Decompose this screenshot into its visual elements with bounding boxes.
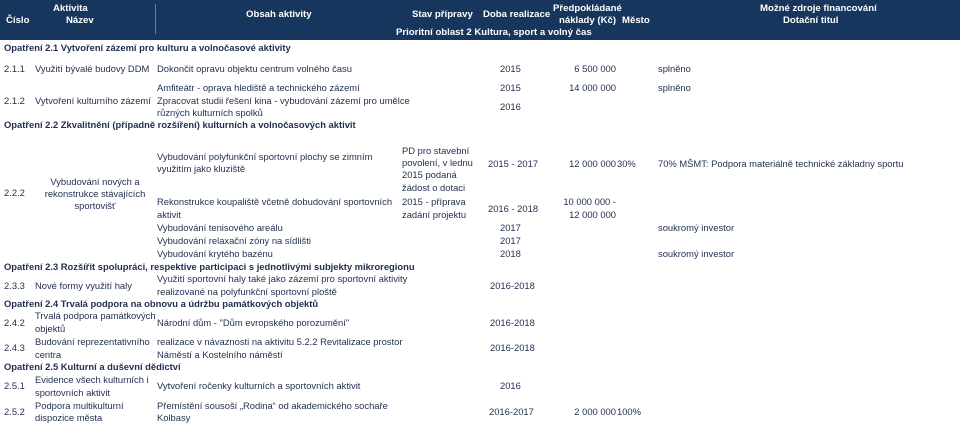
activity-funding: 70% MŠMT: Podpora materiálně technické základny sportu (658, 158, 904, 169)
activity-status: PD pro stavební (402, 145, 470, 156)
activity-cost: 6 500 000 (574, 63, 616, 74)
activity-number: 2.3.3 (4, 280, 25, 291)
section-heading-2-4: Opatření 2.4 Trvalá podpora na obnovu a údržbu památkových objektů (4, 298, 319, 309)
section-heading-2-5: Opatření 2.5 Kulturní a duševní dědictví (4, 361, 181, 372)
activity-number: 2.4.3 (4, 342, 25, 353)
activity-status: žádost o dotaci (402, 182, 466, 193)
activity-period: 2016 (500, 380, 521, 391)
activity-cost: 12 000 000 (569, 209, 616, 220)
activity-content: Vybudování relaxační zóny na sídlišti (157, 235, 311, 246)
header-stav-pripravy: Stav přípravy (412, 9, 473, 20)
activity-period: 2016-2018 (490, 280, 535, 291)
activity-cost: 12 000 000 (569, 158, 616, 169)
activity-content: různých kulturních spolků (157, 107, 263, 118)
activity-name: dispozice města (35, 412, 103, 423)
activity-number: 2.5.2 (4, 406, 25, 417)
activity-name: Využití bývalé budovy DDM (35, 63, 150, 74)
activity-content: Náměstí a Kostelního náměstí (157, 349, 283, 360)
activity-period: 2016-2018 (490, 342, 535, 353)
activity-status: zadání projektu (402, 209, 467, 220)
activity-content: realizace v návaznosti na aktivitu 5.2.2 Revitalizace prostor (157, 336, 403, 347)
activity-period: 2017 (500, 222, 521, 233)
activity-name: sportovišť (74, 200, 116, 211)
activity-number: 2.5.1 (4, 380, 25, 391)
activity-funding: splněno (658, 63, 691, 74)
activity-period: 2016 - 2018 (488, 203, 539, 214)
section-heading-2-1: Opatření 2.1 Vytvoření zázemí pro kulturu a volnočasové aktivity (4, 42, 291, 53)
activity-period: 2016 (500, 101, 521, 112)
activity-content: Vybudování polyfunkční sportovní plochy se zimním (157, 151, 373, 162)
header-aktivita: Aktivita (53, 3, 88, 14)
activity-content: Přemístění sousoší „Rodina“ od akademického sochaře (157, 400, 388, 411)
header-nazev: Název (66, 15, 94, 26)
activity-content: Vybudování tenisového areálu (157, 222, 283, 233)
activity-content: realizované na polyfunkční sportovní ploště (157, 286, 337, 297)
activity-status: 2015 - příprava (402, 196, 466, 207)
activity-period: 2016-2018 (490, 317, 535, 328)
activity-content: Dokončit opravu objektu centrum volného času (157, 63, 352, 74)
activity-content: Rekonstrukce koupaliště včetně dobudování sportovních (157, 196, 393, 207)
activity-name: centra (35, 349, 62, 360)
activity-funding: soukromý investor (658, 222, 735, 233)
activity-city-share: 30% (617, 158, 636, 169)
activity-name: sportovních aktivit (35, 387, 111, 398)
header-naklady-2: náklady (Kč) (559, 15, 617, 26)
activity-period: 2017 (500, 235, 521, 246)
activity-number: 2.1.2 (4, 95, 25, 106)
activity-number: 2.4.2 (4, 317, 25, 328)
section-heading-2-3: Opatření 2.3 Rozšířit spolupráci, respektive participaci s jednotlivými subjekty mikroregionu (4, 261, 415, 272)
activity-content: Vytvoření ročenky kulturních a sportovních aktivit (157, 380, 361, 391)
header-naklady-1: Předpokládané (553, 3, 622, 14)
activity-cost: 14 000 000 (569, 82, 616, 93)
activity-name: Podpora multikulturní (35, 400, 124, 411)
header-cislo: Číslo (6, 15, 30, 26)
activity-content: Vybudování krytého bazénu (157, 248, 273, 259)
activity-funding: splněno (658, 82, 691, 93)
header-doba-realizace: Doba realizace (483, 9, 551, 20)
activity-content: Využití sportovní haly také jako zázemí pro sportovní aktivity (157, 273, 408, 284)
activity-number: 2.1.1 (4, 63, 25, 74)
activity-name: objektů (35, 323, 66, 334)
activity-content: Národní dům - "Dům evropského porozumění" (157, 317, 350, 328)
activity-content: Kolbasy (157, 412, 191, 423)
activity-status: 2015 podaná (402, 169, 457, 180)
activity-name: Vybudování nových a (50, 176, 140, 187)
activity-number: 2.2.2 (4, 187, 25, 198)
activity-name: rekonstrukce stávajících (44, 188, 146, 199)
activity-name: Vytvoření kulturního zázemí (35, 95, 151, 106)
activity-content: Amfiteátr - oprava hlediště a technického zázemí (157, 82, 360, 93)
header-mesto: Město (622, 15, 650, 26)
header-prioritni-oblast: Prioritní oblast 2 Kultura, sport a volný čas (396, 27, 592, 38)
activity-name: Trvalá podpora památkových (35, 310, 156, 321)
activity-name: Evidence všech kulturních i (35, 374, 149, 385)
activity-period: 2015 (500, 82, 521, 93)
activity-cost: 2 000 000 (574, 406, 616, 417)
activity-period: 2016-2017 (489, 406, 534, 417)
header-divider (155, 4, 156, 34)
activity-funding: soukromý investor (658, 248, 735, 259)
activity-name: Budování reprezentativního (35, 336, 150, 347)
section-heading-2-2: Opatření 2.2 Zkvalitnění (případně rozšíření) kulturních a volnočasových aktivit (4, 119, 356, 130)
activity-content: Zpracovat studii řešení kina - vybudování zázemí pro umělce (157, 95, 410, 106)
activity-period: 2015 - 2017 (488, 158, 539, 169)
activity-period: 2015 (500, 63, 521, 74)
header-obsah-aktivity: Obsah aktivity (246, 9, 312, 20)
activity-status: povolení, v lednu (402, 157, 473, 168)
header-mozne-zdroje: Možné zdroje financování (760, 3, 877, 14)
activity-content: aktivit (157, 209, 181, 220)
header-dotacni-titul: Dotační titul (783, 15, 839, 26)
activity-period: 2018 (500, 248, 521, 259)
activity-city-share: 100% (617, 406, 641, 417)
activity-content: využitím jako kluziště (157, 163, 246, 174)
activity-name: Nové formy využití haly (35, 280, 132, 291)
activity-cost: 10 000 000 - (563, 196, 616, 207)
